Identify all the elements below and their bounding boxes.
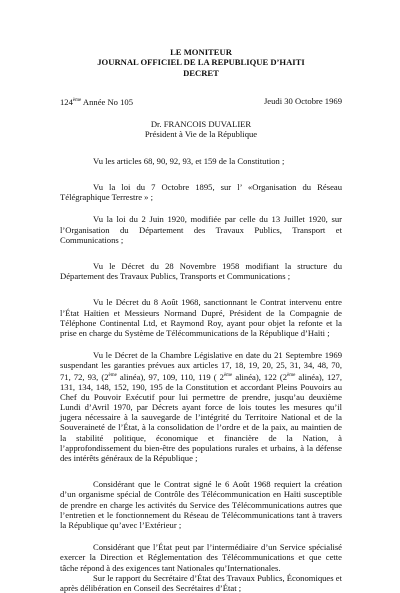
visa-decret-1958: Vu le Décret du 28 Novembre 1958 modifiant la structure du Département des Travaux Publics, Transports et Communications ; — [60, 260, 342, 282]
signatory-name: Dr. FRANCOIS DUVALIER — [150, 119, 252, 130]
signatory — [60, 119, 342, 139]
visa-loi-1920: Vu la loi du 2 Juin 1920, modifiée par celle du 13 Juillet 1920, sur l’Organisation du Département des Travaux Publics, Transport et Communications ; — [60, 214, 342, 245]
issue-date: Jeudi 30 Octobre 1969 — [263, 96, 342, 107]
document-type: DECRET — [183, 67, 219, 78]
sur-le-rapport: Sur le rapport du Secrétaire d’État des Travaux Publics, Économiques et après délibération en Conseil des Secrétaires d’État ; — [60, 572, 342, 593]
issue-meta — [60, 96, 342, 107]
visa-decret-1968: Vu le Décret du 8 Août 1968, sanctionnant le Contrat intervenu entre l’État Haïtien et Messieurs Normand Dupré, Président de la Compagnie de Téléphone Continental Ltd, et Raymond Roy, ayant pour objet la refonte et la prise en charge du Système de Télécommunications de la République d’Haïti ; — [60, 297, 342, 338]
newspaper-name: LE MONITEUR — [170, 47, 232, 57]
visa-chambre-legislative: Vu le Décret de la Chambre Législative en date du 21 Septembre 1969 suspendant les garanties prévues aux articles 17, 18, 19, 20, 25, 31, 34, 48, 70, 71, 72, 93, (2ème alinéa), 97, 109, 110, 119 ( 2ème alinéa), 122 (2ème alinéa), 127, 131, 134, 148, 152, 190, 195 de la Constitution et accordant Pleins Pouvoirs au Chef du Pouvoir Exécutif pour lui permettre de prendre, jusqu’au deuxième Lundi d’Avril 1970, par Décrets ayant force de lois toutes les mesures qu’il jugera nécessaire à la sauvegarde de l’intégrité du Territoire National et de la Souveraineté de l’État, à la consolidation de l’ordre et de la paix, au maintien de la stabilité politique, économique et financière de la Nation, à l’approfondissement du bien-être des populations rurales et urbains, à la défense des intérêts généraux de la République ; — [60, 350, 342, 464]
document-header — [60, 47, 342, 78]
visa-loi-1895: Vu la loi du 7 Octobre 1895, sur l’ «Organisation du Réseau Télégraphique Terrestre » ; — [60, 181, 342, 203]
considerant-contrat: Considérant que le Contrat signé le 6 Août 1968 requiert la création d’un organisme spécial de Contrôle des Télécommunication en Haïti susceptible de prendre en charge les activités du Service des Télécommunications autres que l’entretien et le fonctionnement du Réseau de Télécommunications tant à travers la République qu’avec l’Extérieur ; — [60, 479, 342, 531]
issue-number: 124ème Année No 105 — [60, 97, 134, 108]
signatory-title: Président à Vie de la République — [144, 129, 258, 140]
journal-title: JOURNAL OFFICIEL DE LA REPUBLIQUE D’HAITI — [97, 57, 305, 68]
visa-constitution: Vu les articles 68, 90, 92, 93, et 159 de la Constitution ; — [93, 155, 285, 166]
considerant-etat: Considérant que l’État peut par l’intermédiaire d’un Service spécialisé exercer la Direction et Réglementation des Télécommunications et que cette tâche répond à des exigences tant Nationales qu’Internationales. — [60, 542, 342, 573]
